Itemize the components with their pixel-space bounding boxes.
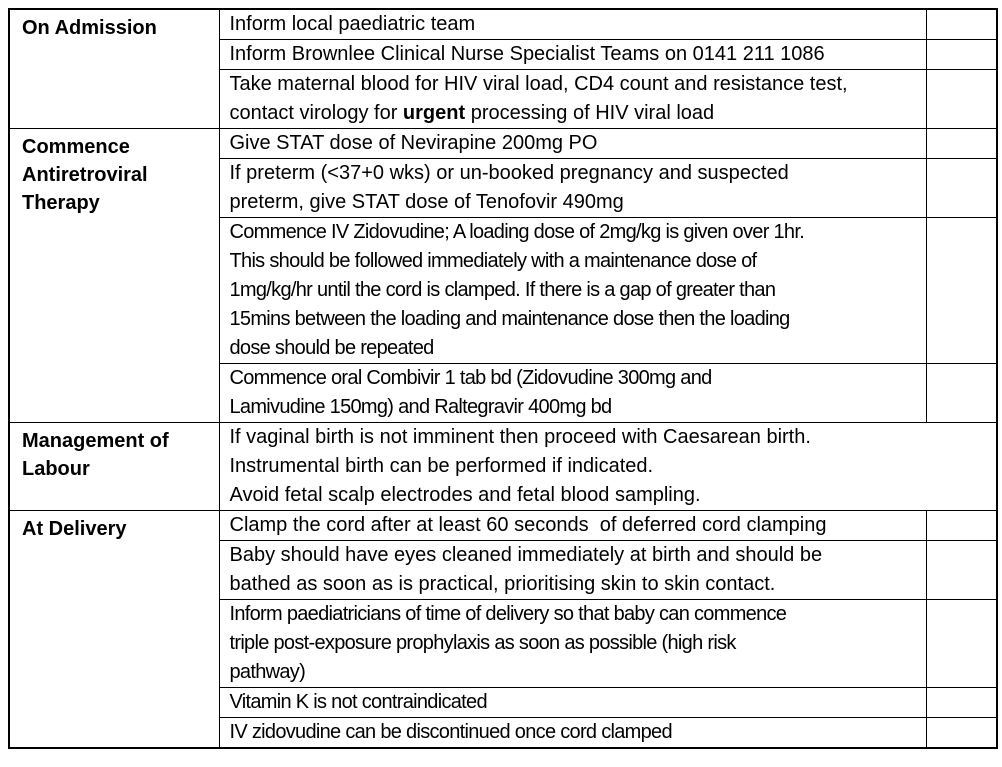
- action-text-line: [230, 276, 918, 305]
- action-text-line: [230, 334, 918, 363]
- action-text-line: [230, 129, 918, 158]
- action-text-line: [230, 10, 918, 39]
- stage-label-management-of-labour: Management of Labour: [9, 423, 219, 511]
- stage-label-at-delivery: At Delivery: [9, 511, 219, 749]
- action-cell: [219, 129, 926, 159]
- text-segment: Clamp the cord after at least 60 seconds of deferred cord clamping: [229, 514, 827, 536]
- action-text-line: [230, 393, 918, 422]
- action-text-line: [230, 40, 918, 69]
- text-segment: bathed as soon as is practical, prioritising skin to skin contact.: [229, 573, 776, 595]
- checkbox-cell[interactable]: [926, 688, 997, 718]
- text-segment: Commence oral Combivir 1 tab bd (Zidovudine 300mg and: [229, 367, 712, 389]
- checkbox-cell[interactable]: [926, 159, 997, 218]
- action-cell: [219, 423, 997, 511]
- action-text-line: [230, 629, 918, 658]
- bold-text-segment: urgent: [402, 102, 466, 124]
- action-cell: [219, 70, 926, 129]
- text-segment: If preterm (<37+0 wks) or un-booked pregnancy and suspected: [229, 162, 789, 184]
- action-cell: [219, 718, 926, 749]
- action-text-line: [230, 570, 918, 599]
- action-text-line: [230, 305, 918, 334]
- checkbox-cell[interactable]: [926, 70, 997, 129]
- action-text-line: [230, 600, 918, 629]
- text-segment: Give STAT dose of Nevirapine 200mg PO: [229, 132, 598, 154]
- action-text-line: [230, 452, 989, 481]
- checkbox-cell[interactable]: [926, 541, 997, 600]
- action-text-line: [230, 718, 918, 747]
- action-text-line: [230, 688, 918, 717]
- text-segment: contact virology for: [229, 102, 403, 124]
- action-cell: [219, 600, 926, 688]
- checkbox-cell[interactable]: [926, 511, 997, 541]
- checkbox-cell[interactable]: [926, 129, 997, 159]
- action-text-line: [230, 511, 918, 540]
- action-text-line: [230, 99, 918, 128]
- action-cell: [219, 511, 926, 541]
- action-cell: [219, 364, 926, 423]
- text-segment: Inform local paediatric team: [229, 13, 476, 35]
- checkbox-cell[interactable]: [926, 9, 997, 40]
- checklist-body: [9, 9, 997, 748]
- text-segment: If vaginal birth is not imminent then proceed with Caesarean birth.: [229, 426, 811, 448]
- hiv-checklist-table: [8, 8, 998, 749]
- text-segment: Commence IV Zidovudine; A loading dose of 2mg/kg is given over 1hr.: [229, 221, 805, 243]
- text-segment: Inform paediatricians of time of delivery so that baby can commence: [229, 603, 787, 625]
- text-segment: Baby should have eyes cleaned immediately at birth and should be: [229, 544, 823, 566]
- action-text-line: [230, 541, 918, 570]
- text-segment: Lamivudine 150mg) and Raltegravir 400mg bd: [229, 396, 612, 418]
- table-row: [9, 423, 997, 511]
- action-text-line: [230, 247, 918, 276]
- text-segment: pathway): [229, 661, 306, 683]
- action-text-line: [230, 481, 989, 510]
- action-cell: [219, 9, 926, 40]
- text-segment: triple post-exposure prophylaxis as soon as possible (high risk: [229, 632, 736, 654]
- stage-label-commence-antiretroviral-therapy: Commence Antiretroviral Therapy: [9, 129, 219, 423]
- checkbox-cell[interactable]: [926, 40, 997, 70]
- action-text-line: [230, 188, 918, 217]
- action-cell: [219, 159, 926, 218]
- action-text-line: [230, 159, 918, 188]
- checkbox-cell[interactable]: [926, 600, 997, 688]
- checkbox-cell[interactable]: [926, 218, 997, 364]
- action-text-line: [230, 218, 918, 247]
- action-text-line: [230, 658, 918, 687]
- text-segment: preterm, give STAT dose of Tenofovir 490mg: [229, 191, 624, 213]
- table-row: [9, 129, 997, 159]
- table-row: [9, 9, 997, 40]
- action-text-line: [230, 70, 918, 99]
- text-segment: Take maternal blood for HIV viral load, CD4 count and resistance test,: [229, 73, 848, 95]
- text-segment: Avoid fetal scalp electrodes and fetal blood sampling.: [229, 484, 701, 506]
- text-segment: dose should be repeated: [229, 337, 434, 359]
- text-segment: Inform Brownlee Clinical Nurse Specialist Teams on 0141 211 1086: [229, 43, 825, 65]
- action-text-line: [230, 364, 918, 393]
- text-segment: Instrumental birth can be performed if indicated.: [229, 455, 654, 477]
- action-cell: [219, 40, 926, 70]
- text-segment: Vitamin K is not contraindicated: [229, 691, 487, 713]
- table-row: [9, 511, 997, 541]
- text-segment: 15mins between the loading and maintenance dose then the loading: [229, 308, 790, 330]
- action-cell: [219, 218, 926, 364]
- stage-label-on-admission: On Admission: [9, 9, 219, 129]
- text-segment: processing of HIV viral load: [465, 102, 715, 124]
- action-cell: [219, 541, 926, 600]
- action-cell: [219, 688, 926, 718]
- action-text-line: [230, 423, 989, 452]
- text-segment: IV zidovudine can be discontinued once cord clamped: [229, 721, 672, 743]
- text-segment: This should be followed immediately with a maintenance dose of: [229, 250, 757, 272]
- checkbox-cell[interactable]: [926, 718, 997, 749]
- checkbox-cell[interactable]: [926, 364, 997, 423]
- text-segment: 1mg/kg/hr until the cord is clamped. If there is a gap of greater than: [229, 279, 776, 301]
